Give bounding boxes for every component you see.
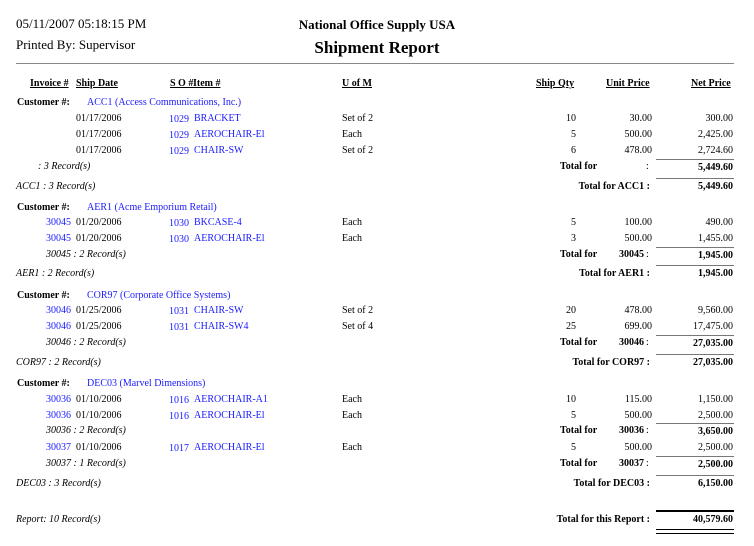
item-link[interactable]: CHAIR-SW <box>194 305 244 316</box>
col-unit-price: Unit Price <box>606 78 650 89</box>
invoice-link[interactable]: 30046 <box>46 321 71 332</box>
ship-qty: 10 <box>566 113 576 124</box>
item-link[interactable]: AEROCHAIR-El <box>194 129 265 140</box>
ship-date: 01/17/2006 <box>76 113 122 124</box>
subtotal-rule <box>656 178 734 179</box>
printed-by: Printed By: Supervisor <box>16 37 136 52</box>
subtotal-rule <box>656 247 734 248</box>
subtotal-rule <box>656 423 734 424</box>
so-number[interactable]: 1031 <box>169 306 189 317</box>
uom: Each <box>342 217 362 228</box>
item-link[interactable]: CHAIR-SW4 <box>194 321 249 332</box>
subtotal-rule <box>656 475 734 476</box>
so-number[interactable]: 1016 <box>169 395 189 406</box>
ship-date: 01/10/2006 <box>76 410 122 421</box>
ship-date: 01/25/2006 <box>76 321 122 332</box>
customer-total: 6,150.00 <box>698 478 733 489</box>
unit-price: 500.00 <box>624 129 652 140</box>
net-price: 1,455.00 <box>698 233 733 244</box>
invoice-link[interactable]: 30045 <box>46 233 71 244</box>
item-link[interactable]: AEROCHAIR-A1 <box>194 394 268 405</box>
customer-label: Customer #: <box>17 290 70 301</box>
subtotal-rule <box>656 335 734 336</box>
total-label: Total for <box>560 337 598 348</box>
uom: Set of 2 <box>342 305 374 316</box>
net-price: 1,150.00 <box>698 394 733 405</box>
customer-name: ACC1 (Access Communications, Inc.) <box>87 97 242 108</box>
item-link[interactable]: AEROCHAIR-El <box>194 442 265 453</box>
customer-label: Customer #: <box>17 97 70 108</box>
subtotal-rule <box>656 354 734 355</box>
net-price: 490.00 <box>705 217 733 228</box>
so-number[interactable]: 1029 <box>169 146 189 157</box>
customer-name: DEC03 (Marvel Dimensions) <box>87 378 206 389</box>
unit-price: 30.00 <box>629 113 652 124</box>
col-uom: U of M <box>342 78 372 89</box>
so-number[interactable]: 1016 <box>169 411 189 422</box>
col-so: S O # <box>170 78 194 89</box>
customer-total-label: Total for DEC03 : <box>573 478 650 489</box>
ship-qty: 5 <box>571 410 576 421</box>
invoice-record-count: 30037 : 1 Record(s) <box>46 458 126 469</box>
so-number[interactable]: 1029 <box>169 114 189 125</box>
uom: Each <box>342 129 362 140</box>
net-price: 17,475.00 <box>693 321 733 332</box>
customer-label: Customer #: <box>17 202 70 213</box>
total-key: 30037 <box>619 458 644 469</box>
uom: Set of 2 <box>342 113 374 124</box>
ship-qty: 6 <box>571 145 576 156</box>
unit-price: 500.00 <box>624 442 652 453</box>
customer-total-label: Total for COR97 : <box>572 357 650 368</box>
total-key: 30036 <box>619 425 644 436</box>
total-label: Total for <box>560 425 598 436</box>
col-ship-date: Ship Date <box>76 78 118 89</box>
invoice-link[interactable]: 30046 <box>46 305 71 316</box>
customer-record-count: COR97 : 2 Record(s) <box>16 357 101 368</box>
so-number[interactable]: 1031 <box>169 322 189 333</box>
invoice-record-count: 30045 : 2 Record(s) <box>46 249 126 260</box>
subtotal-rule <box>656 265 734 266</box>
col-invoice: Invoice # <box>30 78 69 89</box>
invoice-record-count: 30036 : 2 Record(s) <box>46 425 126 436</box>
ship-date: 01/20/2006 <box>76 233 122 244</box>
unit-price: 478.00 <box>624 305 652 316</box>
invoice-total: 1,945.00 <box>698 250 733 261</box>
invoice-link[interactable]: 30037 <box>46 442 71 453</box>
so-number[interactable]: 1030 <box>169 218 189 229</box>
customer-total-label: Total for AER1 : <box>579 268 650 279</box>
ship-date: 01/10/2006 <box>76 394 122 405</box>
net-price: 2,500.00 <box>698 442 733 453</box>
ship-qty: 5 <box>571 442 576 453</box>
item-link[interactable]: BKCASE-4 <box>194 217 242 228</box>
net-price: 300.00 <box>705 113 733 124</box>
uom: Each <box>342 233 362 244</box>
report-total-rule <box>656 510 734 512</box>
report-total-double-rule <box>656 529 734 534</box>
unit-price: 478.00 <box>624 145 652 156</box>
unit-price: 115.00 <box>624 394 652 405</box>
customer-name: COR97 (Corporate Office Systems) <box>87 290 231 301</box>
unit-price: 699.00 <box>624 321 652 332</box>
invoice-total: 5,449.60 <box>698 162 733 173</box>
ship-qty: 5 <box>571 217 576 228</box>
total-label: Total for <box>560 458 598 469</box>
report-total-label: Total for this Report : <box>556 514 650 525</box>
report-record-count: Report: 10 Record(s) <box>16 514 101 525</box>
uom: Each <box>342 394 362 405</box>
unit-price: 100.00 <box>624 217 652 228</box>
ship-qty: 20 <box>566 305 576 316</box>
ship-date: 01/25/2006 <box>76 305 122 316</box>
ship-qty: 10 <box>566 394 576 405</box>
invoice-record-count: 30046 : 2 Record(s) <box>46 337 126 348</box>
item-link[interactable]: AEROCHAIR-El <box>194 233 265 244</box>
customer-total: 5,449.60 <box>698 181 733 192</box>
total-label: Total for <box>560 249 598 260</box>
col-net-price: Net Price <box>691 78 731 89</box>
customer-total: 27,035.00 <box>693 357 733 368</box>
item-link[interactable]: CHAIR-SW <box>194 145 244 156</box>
col-item: Item # <box>193 78 221 89</box>
customer-record-count: DEC03 : 3 Record(s) <box>16 478 101 489</box>
ship-qty: 5 <box>571 129 576 140</box>
invoice-total: 2,500.00 <box>698 459 733 470</box>
unit-price: 500.00 <box>624 233 652 244</box>
header-divider <box>16 63 734 64</box>
customer-total: 1,945.00 <box>698 268 733 279</box>
uom: Each <box>342 410 362 421</box>
invoice-link[interactable]: 30036 <box>46 410 71 421</box>
unit-price: 500.00 <box>624 410 652 421</box>
total-colon: : <box>646 458 649 469</box>
customer-name: AER1 (Acme Emporium Retail) <box>87 202 217 213</box>
ship-qty: 25 <box>566 321 576 332</box>
net-price: 2,425.00 <box>698 129 733 140</box>
subtotal-rule <box>656 159 734 160</box>
total-colon: : <box>646 337 649 348</box>
ship-qty: 3 <box>571 233 576 244</box>
col-ship-qty: Ship Qty <box>536 78 575 89</box>
ship-date: 01/10/2006 <box>76 442 122 453</box>
item-link[interactable]: BRACKET <box>194 113 241 124</box>
invoice-link[interactable]: 30045 <box>46 217 71 228</box>
net-price: 9,560.00 <box>698 305 733 316</box>
total-label: Total for <box>560 161 598 172</box>
item-link[interactable]: AEROCHAIR-El <box>194 410 265 421</box>
report-title: Shipment Report <box>314 38 440 57</box>
so-number[interactable]: 1030 <box>169 234 189 245</box>
uom: Set of 4 <box>342 321 374 332</box>
total-colon: : <box>646 161 649 172</box>
customer-record-count: ACC1 : 3 Record(s) <box>16 181 96 192</box>
invoice-record-count: : 3 Record(s) <box>38 161 91 172</box>
uom: Set of 2 <box>342 145 374 156</box>
customer-label: Customer #: <box>17 378 70 389</box>
invoice-link[interactable]: 30036 <box>46 394 71 405</box>
total-colon: : <box>646 425 649 436</box>
ship-date: 01/17/2006 <box>76 129 122 140</box>
total-key: 30045 <box>619 249 644 260</box>
so-number[interactable]: 1017 <box>169 443 189 454</box>
subtotal-rule <box>656 456 734 457</box>
total-colon: : <box>646 249 649 260</box>
print-datetime: 05/11/2007 05:18:15 PM <box>16 16 147 31</box>
ship-date: 01/17/2006 <box>76 145 122 156</box>
invoice-total: 27,035.00 <box>693 338 733 349</box>
so-number[interactable]: 1029 <box>169 130 189 141</box>
total-key: 30046 <box>619 337 644 348</box>
report-total: 40,579.60 <box>693 514 733 525</box>
ship-date: 01/20/2006 <box>76 217 122 228</box>
customer-total-label: Total for ACC1 : <box>578 181 650 192</box>
invoice-total: 3,650.00 <box>698 426 733 437</box>
uom: Each <box>342 442 362 453</box>
customer-record-count: AER1 : 2 Record(s) <box>16 268 95 279</box>
company-name: National Office Supply USA <box>298 17 456 32</box>
net-price: 2,724.60 <box>698 145 733 156</box>
net-price: 2,500.00 <box>698 410 733 421</box>
